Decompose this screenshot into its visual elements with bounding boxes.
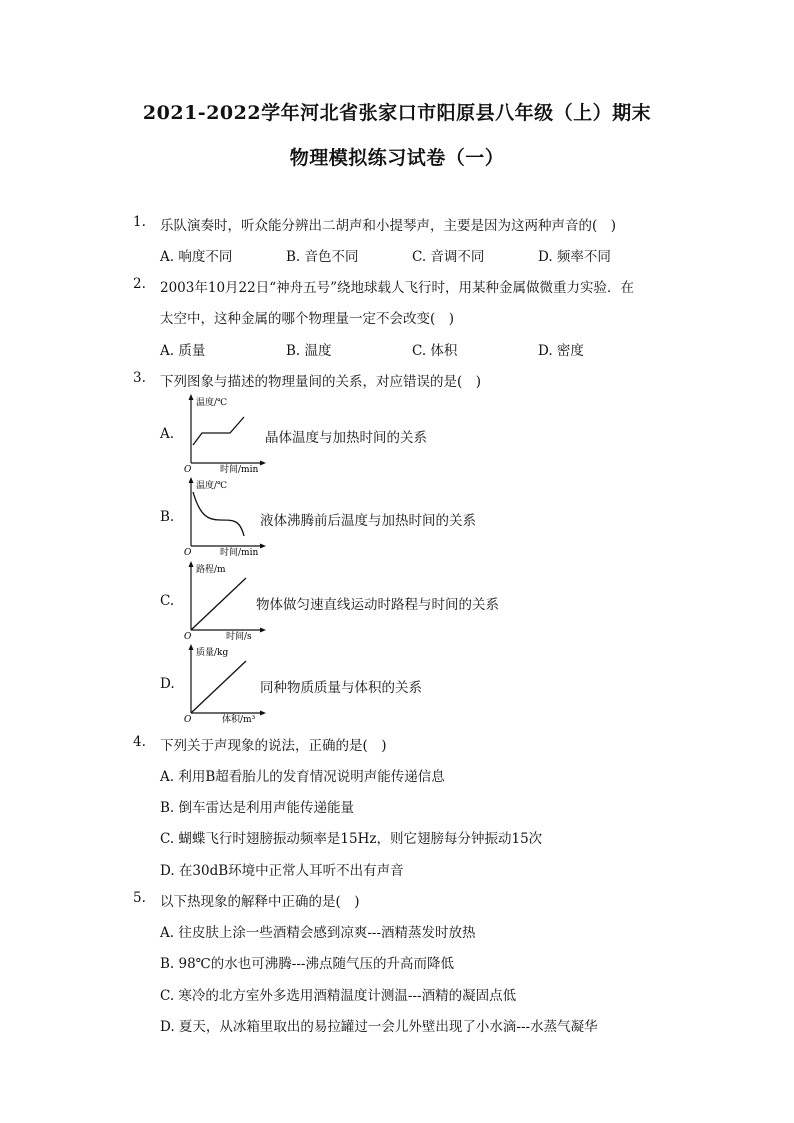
graph-description: 同种物质质量与体积的关系	[260, 680, 422, 696]
option-d: D. 频率不同	[538, 249, 611, 265]
origin-label: O	[184, 548, 192, 556]
question-stem: 以下热现象的解释中正确的是( )	[160, 894, 360, 910]
y-axis-label: 温度/℃	[196, 481, 228, 491]
option-c: C. 蝴蝶飞行时翅膀振动频率是15Hz，则它翅膀每分钟振动15次	[160, 831, 543, 847]
question-stem: 下列关于声现象的说法，正确的是( )	[160, 738, 387, 754]
x-axis-label: 时间/min	[220, 548, 259, 556]
question-stem: 下列图象与描述的物理量间的关系，对应错误的是( )	[160, 374, 482, 390]
option-letter: D.	[160, 676, 175, 692]
mass-volume-graph	[182, 643, 268, 723]
y-axis-label: 质量/kg	[196, 648, 229, 658]
option-letter: A.	[160, 426, 175, 442]
graph-description: 液体沸腾前后温度与加热时间的关系	[260, 513, 476, 529]
option-letter: B.	[160, 509, 175, 525]
option-d: D. 夏天，从冰箱里取出的易拉罐过一会儿外壁出现了小水滴---水蒸气凝华	[160, 1019, 598, 1035]
x-axis-label: 体积/m³	[222, 715, 256, 723]
option-d: D. 在30dB环境中正常人耳听不出有声音	[160, 863, 404, 879]
question-stem: 2003年10月22日“神舟五号”绕地球载人飞行时，用某种金属做微重力实验．在	[160, 280, 635, 296]
question-number: 3.	[133, 370, 146, 386]
option-letter: C.	[160, 593, 175, 609]
question-number: 4.	[133, 734, 146, 750]
option-b: B. 温度	[286, 343, 332, 359]
question-stem-continued: 太空中，这种金属的哪个物理量一定不会改变( )	[160, 311, 455, 327]
option-b: B. 倒车雷达是利用声能传递能量	[160, 800, 355, 816]
temperature-time-graph-a	[182, 393, 268, 473]
x-axis-label: 时间/min	[220, 465, 259, 473]
graph-curve	[193, 417, 244, 445]
question-number: 1.	[133, 214, 146, 230]
origin-label: O	[184, 632, 192, 640]
question-stem: 乐队演奏时，听众能分辨出二胡声和小提琴声，主要是因为这两种声音的( )	[160, 218, 617, 234]
graph-description: 物体做匀速直线运动时路程与时间的关系	[256, 597, 499, 613]
option-b: B. 98℃的水也可沸腾---沸点随气压的升高而降低	[160, 956, 454, 972]
question-number: 5.	[133, 890, 146, 906]
option-a: A. 响度不同	[160, 249, 233, 265]
y-axis-label: 温度/℃	[196, 398, 228, 408]
graph-curve	[193, 492, 244, 536]
x-axis-label: 时间/s	[226, 632, 252, 640]
option-c: C. 寒冷的北方室外多选用酒精温度计测温---酒精的凝固点低	[160, 988, 517, 1004]
option-c: C. 体积	[412, 343, 458, 359]
origin-label: O	[184, 715, 192, 723]
graph-curve	[191, 578, 246, 630]
option-a: A. 质量	[160, 343, 206, 359]
exam-title-line1: 2021-2022学年河北省张家口市阳原县八年级（上）期末	[142, 102, 652, 124]
question-number: 2.	[133, 276, 146, 292]
origin-label: O	[184, 465, 192, 473]
graph-description: 晶体温度与加热时间的关系	[265, 430, 427, 446]
temperature-time-graph-b	[182, 476, 268, 556]
option-b: B. 音色不同	[286, 249, 359, 265]
exam-title-line2: 物理模拟练习试卷（一）	[289, 147, 505, 169]
option-a: A. 往皮肤上涂一些酒精会感到凉爽---酒精蒸发时放热	[160, 925, 476, 941]
option-a: A. 利用B超看胎儿的发育情况说明声能传递信息	[160, 769, 445, 785]
graph-curve	[191, 661, 246, 713]
option-c: C. 音调不同	[412, 249, 485, 265]
option-d: D. 密度	[538, 343, 584, 359]
y-axis-label: 路程/m	[196, 565, 226, 575]
